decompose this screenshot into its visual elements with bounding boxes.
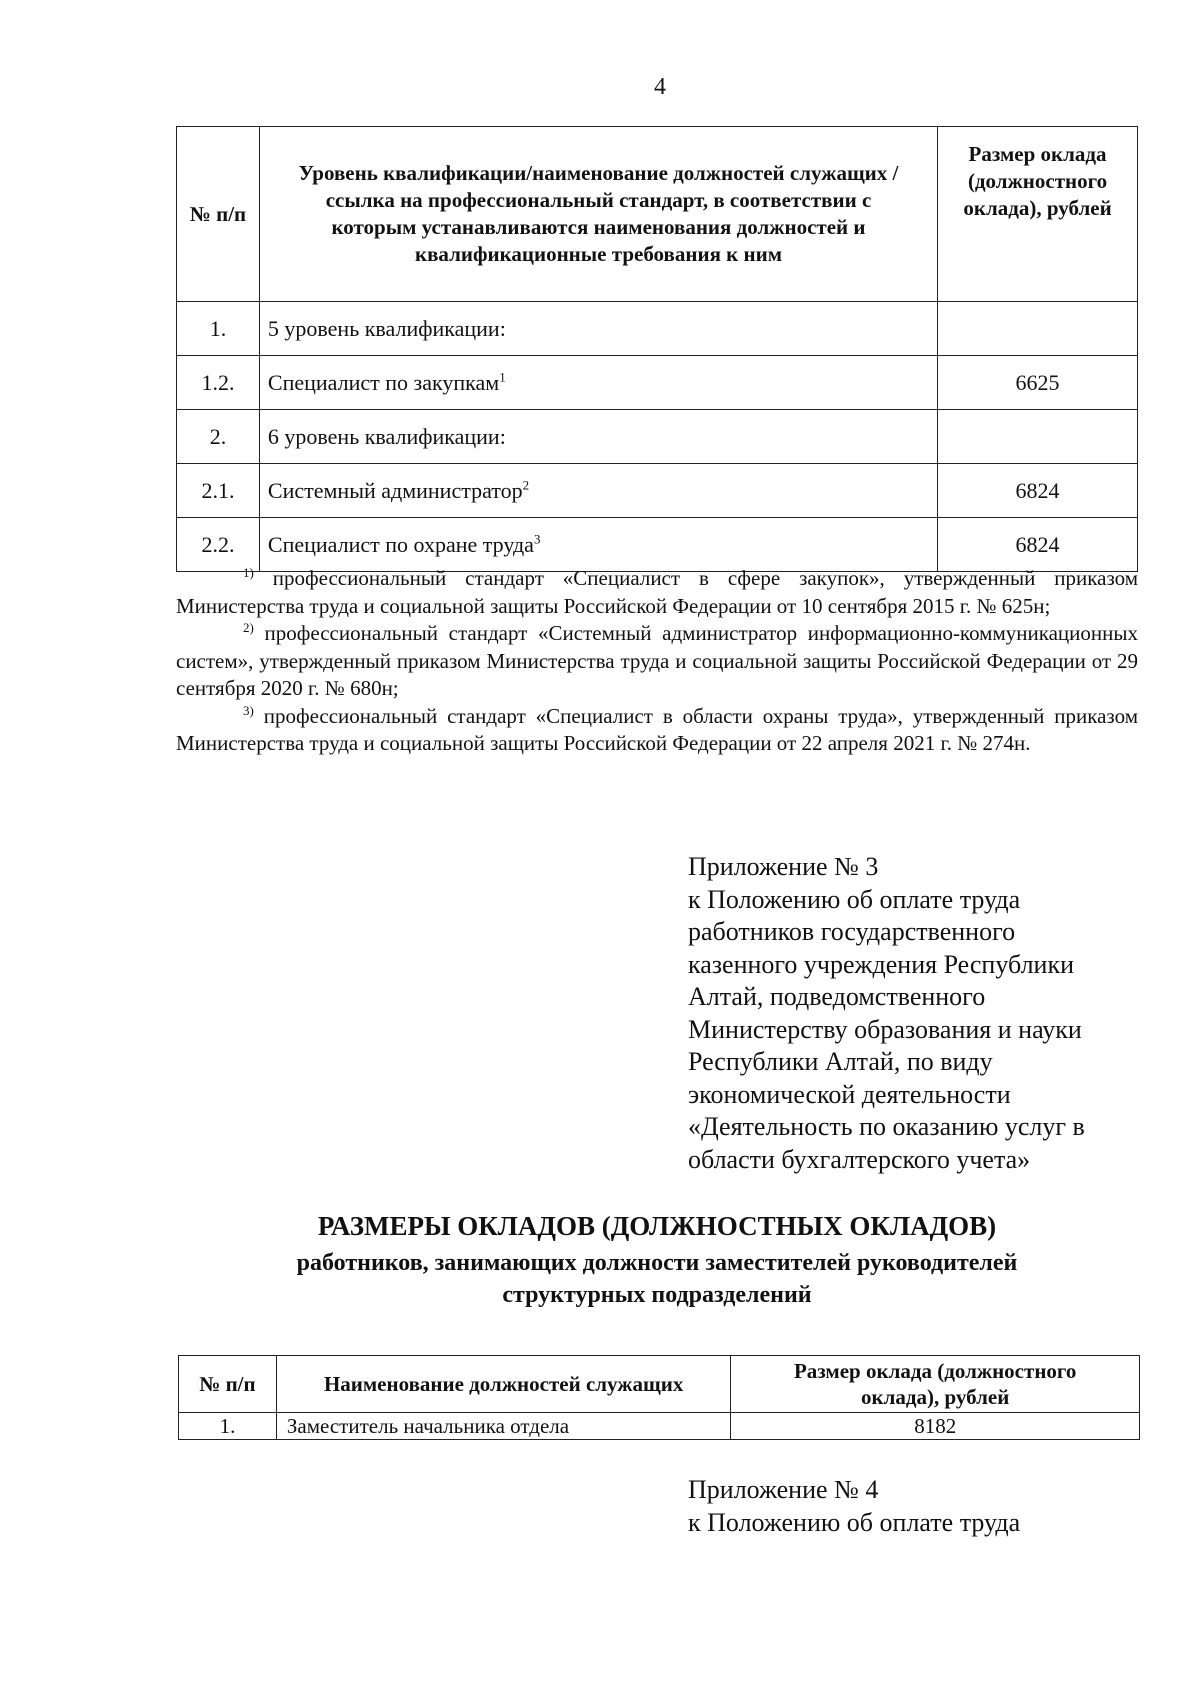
footnote-ref: 1	[499, 369, 506, 385]
page-number: 4	[654, 74, 666, 100]
footnotes	[176, 565, 1138, 758]
row-salary: 6625	[938, 356, 1138, 410]
appendix-line: «Деятельность по оказанию услуг в	[688, 1112, 1085, 1141]
footnote-marker: 3)	[243, 702, 254, 718]
appendix-line: работников государственного	[688, 917, 1016, 946]
section-title: РАЗМЕРЫ ОКЛАДОВ (ДОЛЖНОСТНЫХ ОКЛАДОВ)	[317, 1211, 997, 1241]
appendix-line: Алтай, подведомственного	[688, 982, 986, 1011]
row-salary	[938, 302, 1138, 356]
salary-table-qualification	[176, 126, 1138, 572]
row-number: 2.	[177, 410, 260, 464]
footnote-marker: 1)	[243, 565, 254, 580]
header-number: № п/п	[179, 1356, 277, 1413]
row-position: 5 уровень квалификации:	[259, 302, 937, 356]
header-number: № п/п	[177, 127, 260, 302]
table-row	[179, 1413, 1140, 1440]
row-position: Специалист по закупкам$^1$	[259, 356, 937, 410]
header-salary-line: Размер оклада (должностного	[793, 1359, 1077, 1383]
header-position: Наименование должностей служащих	[276, 1356, 731, 1413]
table-row	[177, 518, 1138, 572]
row-number: 1.2.	[177, 356, 260, 410]
table-row	[177, 464, 1138, 518]
header-position: Уровень квалификации/наименование должностей служащих / ссылка на профессиональный стандарт, в соответствии с которым устанавливаются наименования должностей и квалификационные требования к ним	[259, 127, 937, 302]
row-salary	[938, 410, 1138, 464]
table-row	[177, 302, 1138, 356]
salary-table-deputies	[178, 1355, 1140, 1440]
row-position: Заместитель начальника отдела	[276, 1413, 731, 1440]
row-number: 1.	[179, 1413, 277, 1440]
footnote-marker: 2)	[243, 620, 254, 635]
row-salary: 6824	[938, 464, 1138, 518]
row-number: 1.	[177, 302, 260, 356]
appendix-line: Приложение № 4	[688, 1475, 879, 1504]
appendix-line: Министерству образования и науки	[688, 1014, 1082, 1044]
subtitle-line: структурных подразделений	[502, 1282, 812, 1308]
appendix-3-header	[688, 851, 1128, 1176]
footnote: $^{1)}$ профессиональный стандарт «Специалист в сфере закупок», утвержденный приказом Министерства труда и социальной защиты Российской Федерации от 10 сентября 2015 г. № 625н;	[176, 565, 1138, 618]
table-header-row	[177, 127, 1138, 302]
header-salary	[731, 1356, 1140, 1413]
footnote: $^{2)}$ профессиональный стандарт «Системный администратор информационно-коммуникационных систем», утвержденный приказом Министерства труда и социальной защиты Российской Федерации от 29 сентября 2020 г. № 680н;	[176, 620, 1138, 700]
header-salary-line: оклада), рублей	[861, 1385, 1010, 1409]
row-number: 2.1.	[177, 464, 260, 518]
appendix-line: казенного учреждения Республики	[688, 949, 1075, 979]
section-subtitle	[176, 1247, 1138, 1311]
subtitle-line: работников, занимающих должности заместителей руководителей	[296, 1250, 1018, 1276]
row-position: Специалист по охране труда$^3$	[259, 518, 937, 572]
table-header-row	[179, 1356, 1140, 1413]
appendix-line: области бухгалтерского учета»	[688, 1144, 1031, 1174]
appendix-line: Приложение № 3	[688, 852, 879, 881]
row-position: Системный администратор$^2$	[259, 464, 937, 518]
appendix-line: Республики Алтай, по виду	[688, 1047, 993, 1076]
row-position: 6 уровень квалификации:	[259, 410, 937, 464]
appendix-line: к Положению об оплате труда	[688, 884, 1021, 914]
footnote: $^{3)}$ профессиональный стандарт «Специалист в области охраны труда», утвержденный приказом Министерства труда и социальной защиты Российской Федерации от 22 апреля 2021 г. № 274н.	[176, 702, 1138, 755]
header-salary: Размер оклада (должностного оклада), рублей	[938, 127, 1138, 302]
table-row	[177, 410, 1138, 464]
appendix-line: к Положению об оплате труда	[688, 1507, 1021, 1537]
row-salary: 8182	[731, 1413, 1140, 1440]
row-salary: 6824	[938, 518, 1138, 572]
table-row	[177, 356, 1138, 410]
row-number: 2.2.	[177, 518, 260, 572]
appendix-4-header	[688, 1474, 1128, 1539]
appendix-line: экономической деятельности	[688, 1079, 1011, 1109]
footnote-ref: 3	[533, 531, 541, 547]
footnote-ref: 2	[522, 477, 530, 493]
